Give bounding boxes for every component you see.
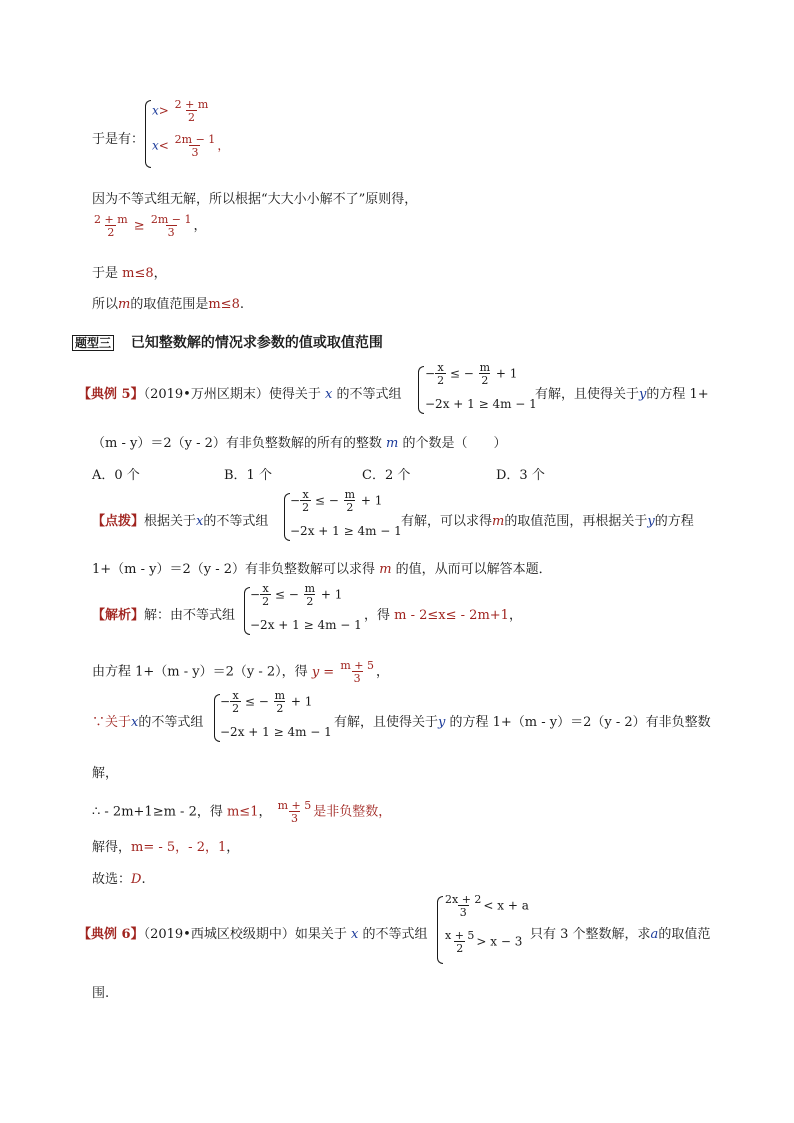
analysis-line1-left: 【解析】解：由不等式组 <box>92 608 236 623</box>
analysis-because-row2: −2x + 1 ≥ 4m − 1 <box>220 725 332 739</box>
ex5-line1-left: 【典例 5】（2019•万州区期末）使得关于 x 的不等式组 <box>78 387 402 402</box>
hint-system-row2: −2x + 1 ≥ 4m − 1 <box>290 524 402 538</box>
analysis-therefore: ∴ - 2m+1≥m - 2，得 m≤1， $\frac{m + 5}{3}$ 是非负整数， <box>92 799 392 825</box>
hint-tag: 【点拨】 <box>92 514 145 529</box>
ex5-option-d: D．3 个 <box>496 468 545 483</box>
ex5-option-c: C．2 个 <box>362 468 411 483</box>
ex5-line1-right: 有解，且使得关于y的方程 1+ <box>535 387 709 402</box>
analysis-tag: 【解析】 <box>92 608 145 623</box>
ex5-tag: 【典例 5】 <box>78 387 144 402</box>
hint-system-row1: − $\frac{x}{2}$ ≤ − $\frac{m}{2}$ + 1 <box>290 488 383 514</box>
ex6-line2: 围. <box>92 986 110 1001</box>
hint-line1-right: 有解，可以求得m的取值范围，再根据关于y的方程 <box>401 514 694 529</box>
analysis-because-right: 有解，且使得关于y 的方程 1+（m - y）＝2（y - 2）有非负整数 <box>334 715 711 730</box>
intro-reason: 因为不等式组无解，所以根据“大大小小解不了”原则得， <box>92 192 418 207</box>
intro-suoyi: 所以m的取值范围是m≤8. <box>92 297 244 312</box>
ex5-line2: （m - y）＝2（y - 2）有非负整数解的所有的整数 m 的个数是（ ） <box>92 436 507 451</box>
intro-system-row1: x> $\frac{2 + m}{2}$ <box>152 98 209 124</box>
analysis-because-row1: − $\frac{x}{2}$ ≤ − $\frac{m}{2}$ + 1 <box>220 689 313 715</box>
section-badge: 题型三 <box>72 335 114 351</box>
section-heading <box>72 332 383 352</box>
ex5-system-row1: − $\frac{x}{2}$ ≤ − $\frac{m}{2}$ + 1 <box>425 361 518 387</box>
ex5-system-brace <box>418 366 424 414</box>
analysis-equation: 由方程 1+（m - y）＝2（y - 2），得 y = $\frac{m + 5}{3}$ ， <box>92 659 389 685</box>
hint-line1-left: 【点拨】根据关于x的不等式组 <box>92 514 269 529</box>
intro-inequality: $\frac{2 + m}{2}$ ≥ $\frac{2m - 1}{3}$ ， <box>94 213 207 239</box>
analysis-choose: 故选：D. <box>92 872 146 887</box>
analysis-system-row1: − $\frac{x}{2}$ ≤ − $\frac{m}{2}$ + 1 <box>250 582 343 608</box>
ex6-system-row1: $\frac{2x + 2}{3}$ < x + a <box>445 893 529 919</box>
intro-yushiyou: 于是有： <box>92 132 145 147</box>
section-title: 已知整数解的情况求参数的值或取值范围 <box>130 335 383 351</box>
ex6-tag: 【典例 6】 <box>78 927 144 942</box>
ex5-option-b: B．1 个 <box>224 468 272 483</box>
ex5-system-row2: −2x + 1 ≥ 4m − 1 <box>425 397 537 411</box>
hint-line2: 1+（m - y）＝2（y - 2）有非负整数解可以求得 m 的值，从而可以解答本题． <box>92 562 552 577</box>
analysis-line1-right: ，得 m - 2≤x≤ - 2m+1， <box>364 608 522 623</box>
analysis-because-left: ∵关于x的不等式组 <box>92 715 204 730</box>
intro-system-brace <box>145 100 151 168</box>
ex6-line1-left: 【典例 6】（2019•西城区校级期中）如果关于 x 的不等式组 <box>78 927 428 942</box>
ex6-line1-right: 只有 3 个整数解，求a的取值范 <box>530 927 711 942</box>
ex6-system-row2: $\frac{x + 5}{2}$ > x − 3 <box>445 929 523 955</box>
analysis-jie: 解， <box>92 766 119 781</box>
intro-system-row2: x< $\frac{2m - 1}{3}$ ， <box>152 133 230 159</box>
intro-yushi: 于是 m≤8， <box>92 266 167 281</box>
analysis-solved: 解得，m= - 5，- 2，1， <box>92 840 240 855</box>
analysis-system-row2: −2x + 1 ≥ 4m − 1 <box>250 618 362 632</box>
ex5-option-a: A．0 个 <box>92 468 140 483</box>
